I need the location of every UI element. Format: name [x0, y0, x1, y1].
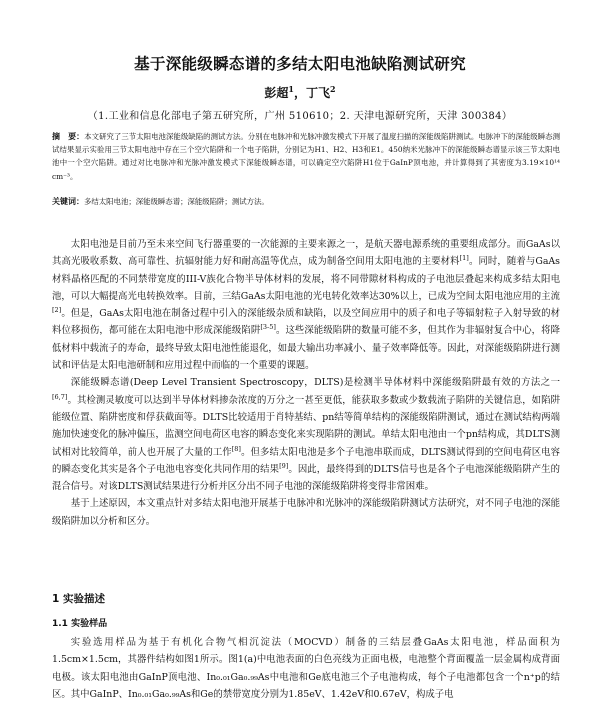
author-2: ，丁飞 [294, 86, 331, 100]
intro-p1-text-c: 。但是，GaAs太阳电池在制备过程中引入的深能级杂质和缺陷，以及空间应用中的质子和电子等辐射粒子入射导致的材料位移损伤，都可能在太阳电池中形成深能级陷阱 [52, 308, 560, 337]
citation: [6,7] [52, 392, 68, 401]
intro-paragraph-3: 基于上述原因，本文重点针对多结太阳电池开展基于电脉冲和光脉冲的深能级陷阱测试方法研究，对不同子电池的深能级陷阱加以分析和区分。 [52, 498, 560, 527]
author-1-affil-mark: 1 [288, 84, 294, 94]
intro-p1-text-b: 。同时，随着与GaAs材料晶格匹配的不同禁带宽度的III-V族化合物半导体材料的发展，将不同带隙材料构成的子电池层叠起来构成多结太阳电池，可以大幅提高光电转换效率。目前，三结GaAs太阳电池的光电转化效率达30%以上，已成为空间太阳电池应用的主流 [52, 256, 560, 302]
subsection-heading: 1.1 实验样品 [52, 619, 108, 629]
intro-paragraph-2 [52, 374, 560, 495]
citation: [3-5] [260, 323, 276, 332]
experiment-paragraph: 实验选用样品为基于有机化合物气相沉淀法（MOCVD）制备的三结层叠GaAs太阳电池，样品面积为1.5cm×1.5cm，其器件结构如图1所示。图1(a)中电池表面的白色亮线为正面电极，电池整个背面覆盖一层金属构成背面电极。该太阳电池由GaInP顶电池、In₀.₀₁Ga₀.₉₉As中电池和Ge底电池三个子电池构成，每个子电池都包含一个n⁺p的结区。其中GaInP、In₀.₀₁Ga₀.₉₉As和Ge的禁带宽度分别为1.85eV、1.42eV和0.67eV，构成子电 [52, 637, 560, 700]
abstract-label: 摘 要： [52, 132, 85, 141]
author-2-affil-mark: 2 [330, 84, 336, 94]
citation: [8] [231, 444, 241, 453]
keywords-text: 多结太阳电池；深能级瞬态谱；深能级陷阱；测试方法。 [84, 197, 269, 206]
intro-p2-text-b: 。其检测灵敏度可以达到半导体材料掺杂浓度的万分之一甚至更低，能获取多数或少数载流子陷阱的关键信息，如陷阱能级位置、陷阱密度和俘获截面等。DLTS比较适用于肖特基结、pn结等简单结构的深能级陷阱测试，通过在测试结构两端施加快速变化的脉冲偏压，监测空间电荷区电容的瞬态变化来实现陷阱的测试。单结太阳电池由一个pn结构成，其DLTS测试相对比较简单，前人也开展了大量的工作 [52, 394, 560, 458]
abstract-text: 本文研究了三节太阳电池深能级缺陷的测试方法。分别在电脉冲和光脉冲激发模式下开展了温度扫描的深能级陷阱测试。电脉冲下的深能级瞬态测试结果显示实验用三节太阳电池中存在三个空穴陷阱和一个电子陷阱，分别记为H1、H2、H3和E1。450纳米光脉冲下的深能级瞬态谱显示该三节太阳电池中一个空穴陷阱。通过对比电脉冲和光脉冲激发模式下深能级瞬态谱，可以确定空穴陷阱H1位于GaInP顶电池，并计算得到了其密度为3.19×10¹⁴ cm⁻³。 [52, 132, 561, 181]
paper-title: 基于深能级瞬态谱的多结太阳电池缺陷测试研究 [134, 55, 466, 73]
intro-paragraph-1 [52, 236, 560, 374]
section-heading: 1 实验描述 [52, 593, 105, 605]
paper-affiliation: （1.工业和信息化部电子第五研究所，广州 510610；2. 天津电源研究所，天津 300384） [87, 111, 513, 122]
abstract [52, 130, 560, 183]
intro-p2-text-a: 深能级瞬态谱(Deep Level Transient Spectroscopy，DLTS)是检测半导体材料中深能级陷阱最有效的方法之一 [70, 377, 560, 389]
citation: [2] [52, 306, 62, 315]
intro-body [52, 236, 560, 530]
experiment-body [52, 634, 560, 703]
author-1: 彭超 [264, 86, 289, 100]
intro-p1-text-d: 。这些深能级陷阱的数量可能不多，但其作为非辐射复合中心，将降低材料中载流子的寿命，最终导致太阳电池性能退化，如最大输出功率减小、量子效率降低等。因此，对深能级陷阱进行测试和评估是太阳电池研制和应用过程中而临的一个重要的课题。 [52, 325, 560, 372]
citation: [9] [279, 461, 289, 470]
paper-authors [0, 84, 600, 101]
intro-p1-text-a: 太阳电池是目前乃至未来空间飞行器重要的一次能源的主要来源之一，是航天器电源系统的重要组成部分。而GaAs以其高光吸收系数、高可靠性、抗辐射能力好和耐高温等优点，成为制备空间用太阳电池的主要材料 [52, 239, 560, 268]
intro-p2-text-d: 。因此，最终得到的DLTS信号也是各个子电池深能级陷阱产生的混合信号。对该DLTS测试结果进行分析并区分出不同子电池的深能级陷阱将变得非常困难。 [52, 463, 560, 493]
citation: [1] [459, 254, 469, 263]
keywords-label: 关键词： [52, 197, 84, 206]
keywords [52, 196, 560, 208]
intro-p2-text-c: 。但多结太阳电池是多个子电池串联而成，DLTS测试得到的空间电荷区电容的瞬态变化其实是各个子电池电容变化共同作用的结果 [52, 446, 560, 475]
